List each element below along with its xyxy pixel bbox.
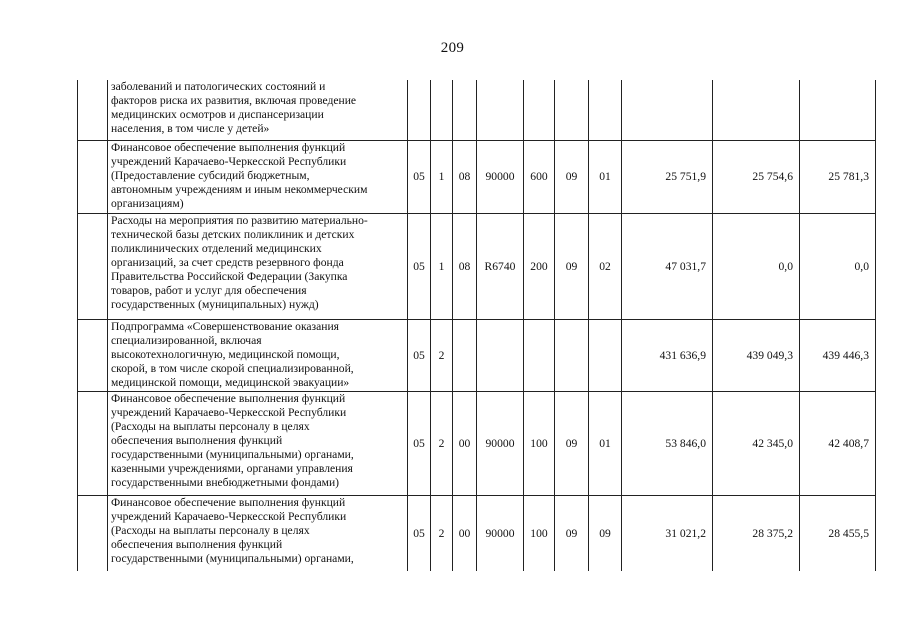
row-description: [108, 141, 408, 214]
amount-year-2: 25 754,6: [713, 141, 800, 214]
row-blank-cell: [78, 80, 108, 141]
description-line: (Предоставление субсидий бюджетным,: [111, 169, 310, 182]
table-row: [78, 392, 876, 496]
code-cell-2: 2: [431, 320, 453, 392]
code-cell-2: [431, 80, 453, 141]
amount-year-3: 439 446,3: [800, 320, 876, 392]
amount-year-2: 0,0: [713, 214, 800, 320]
row-description: [108, 214, 408, 320]
code-cell-3: 08: [453, 141, 477, 214]
row-blank-cell: [78, 141, 108, 214]
table-row: [78, 496, 876, 572]
code-cell-6: 09: [555, 141, 589, 214]
code-cell-3: 00: [453, 496, 477, 572]
code-cell-4: [477, 320, 524, 392]
row-description: [108, 496, 408, 572]
budget-table: [77, 80, 876, 571]
description-line: государственными (муниципальными) органами,: [111, 448, 354, 461]
description-line: Финансовое обеспечение выполнения функций: [111, 141, 346, 154]
code-cell-3: 08: [453, 214, 477, 320]
description-line: учреждений Карачаево-Черкесской Республики: [111, 155, 347, 168]
code-cell-1: 05: [408, 392, 431, 496]
code-cell-3: 00: [453, 392, 477, 496]
code-cell-2: 1: [431, 141, 453, 214]
description-line: скорой, в том числе скорой специализированной,: [111, 362, 354, 375]
code-cell-3: [453, 80, 477, 141]
code-cell-1: 05: [408, 141, 431, 214]
row-description: [108, 320, 408, 392]
description-line: учреждений Карачаево-Черкесской Республики: [111, 406, 347, 419]
row-description: [108, 392, 408, 496]
code-cell-2: 2: [431, 496, 453, 572]
description-line: Правительства Российской Федерации (Закупка: [111, 270, 348, 283]
code-cell-1: 05: [408, 320, 431, 392]
description-line: специализированной, включая: [111, 334, 262, 347]
amount-year-3: 42 408,7: [800, 392, 876, 496]
description-line: учреждений Карачаево-Черкесской Республики: [111, 510, 347, 523]
description-line: поликлинических отделений медицинских: [111, 242, 322, 255]
amount-year-1: 31 021,2: [622, 496, 713, 572]
description-line: медицинских осмотров и диспансеризации: [111, 108, 324, 121]
code-cell-7: 01: [589, 141, 622, 214]
code-cell-6: 09: [555, 496, 589, 572]
description-line: высокотехнологичную, медицинской помощи,: [111, 348, 340, 361]
code-cell-5: [524, 80, 555, 141]
code-cell-2: 1: [431, 214, 453, 320]
code-cell-7: [589, 320, 622, 392]
row-blank-cell: [78, 214, 108, 320]
code-cell-7: [589, 80, 622, 141]
code-cell-6: 09: [555, 392, 589, 496]
amount-year-2: 439 049,3: [713, 320, 800, 392]
code-cell-2: 2: [431, 392, 453, 496]
description-line: государственными (муниципальными) органами,: [111, 552, 354, 565]
description-line: медицинской помощи, медицинской эвакуации»: [111, 376, 350, 389]
description-line: товаров, работ и услуг для обеспечения: [111, 284, 307, 297]
description-line: технической базы детских поликлиник и детских: [111, 228, 355, 241]
description-line: обеспечения выполнения функций: [111, 538, 283, 551]
description-line: организаций, за счет средств резервного фонда: [111, 256, 344, 269]
code-cell-3: [453, 320, 477, 392]
amount-year-3: 25 781,3: [800, 141, 876, 214]
description-line: населения, в том числе у детей»: [111, 122, 270, 135]
table-row: [78, 214, 876, 320]
code-cell-1: 05: [408, 214, 431, 320]
code-cell-6: [555, 80, 589, 141]
code-cell-7: 09: [589, 496, 622, 572]
code-cell-4: R6740: [477, 214, 524, 320]
description-line: обеспечения выполнения функций: [111, 434, 283, 447]
row-blank-cell: [78, 320, 108, 392]
amount-year-1: 47 031,7: [622, 214, 713, 320]
code-cell-4: [477, 80, 524, 141]
amount-year-1: 25 751,9: [622, 141, 713, 214]
code-cell-5: 200: [524, 214, 555, 320]
description-line: Финансовое обеспечение выполнения функций: [111, 496, 346, 509]
code-cell-7: 02: [589, 214, 622, 320]
code-cell-5: [524, 320, 555, 392]
page-number: 209: [440, 40, 465, 56]
code-cell-6: [555, 320, 589, 392]
description-line: Расходы на мероприятия по развитию материально-: [111, 214, 368, 227]
description-line: заболеваний и патологических состояний и: [111, 80, 326, 93]
description-line: государственных (муниципальных) нужд): [111, 298, 319, 311]
row-blank-cell: [78, 392, 108, 496]
amount-year-3: 28 455,5: [800, 496, 876, 572]
description-line: Финансовое обеспечение выполнения функций: [111, 392, 346, 405]
description-line: автономным учреждениям и иным некоммерческим: [111, 183, 368, 196]
code-cell-6: 09: [555, 214, 589, 320]
row-blank-cell: [78, 496, 108, 572]
description-line: Подпрограмма «Совершенствование оказания: [111, 320, 340, 333]
code-cell-1: 05: [408, 496, 431, 572]
amount-year-1: [622, 80, 713, 141]
code-cell-1: [408, 80, 431, 141]
description-line: (Расходы на выплаты персоналу в целях: [111, 420, 310, 433]
description-line: казенными учреждениями, органами управления: [111, 462, 353, 475]
code-cell-4: 90000: [477, 141, 524, 214]
description-line: государственными внебюджетными фондами): [111, 476, 340, 489]
amount-year-3: [800, 80, 876, 141]
code-cell-7: 01: [589, 392, 622, 496]
table-row: [78, 80, 876, 141]
description-line: факторов риска их развития, включая проведение: [111, 94, 357, 107]
row-description: [108, 80, 408, 141]
table-row: [78, 141, 876, 214]
amount-year-2: 42 345,0: [713, 392, 800, 496]
amount-year-3: 0,0: [800, 214, 876, 320]
description-line: организациям): [111, 197, 184, 210]
amount-year-1: 53 846,0: [622, 392, 713, 496]
amount-year-2: [713, 80, 800, 141]
amount-year-1: 431 636,9: [622, 320, 713, 392]
code-cell-5: 100: [524, 392, 555, 496]
code-cell-5: 100: [524, 496, 555, 572]
code-cell-5: 600: [524, 141, 555, 214]
amount-year-2: 28 375,2: [713, 496, 800, 572]
code-cell-4: 90000: [477, 496, 524, 572]
code-cell-4: 90000: [477, 392, 524, 496]
description-line: (Расходы на выплаты персоналу в целях: [111, 524, 310, 537]
table-row: [78, 320, 876, 392]
